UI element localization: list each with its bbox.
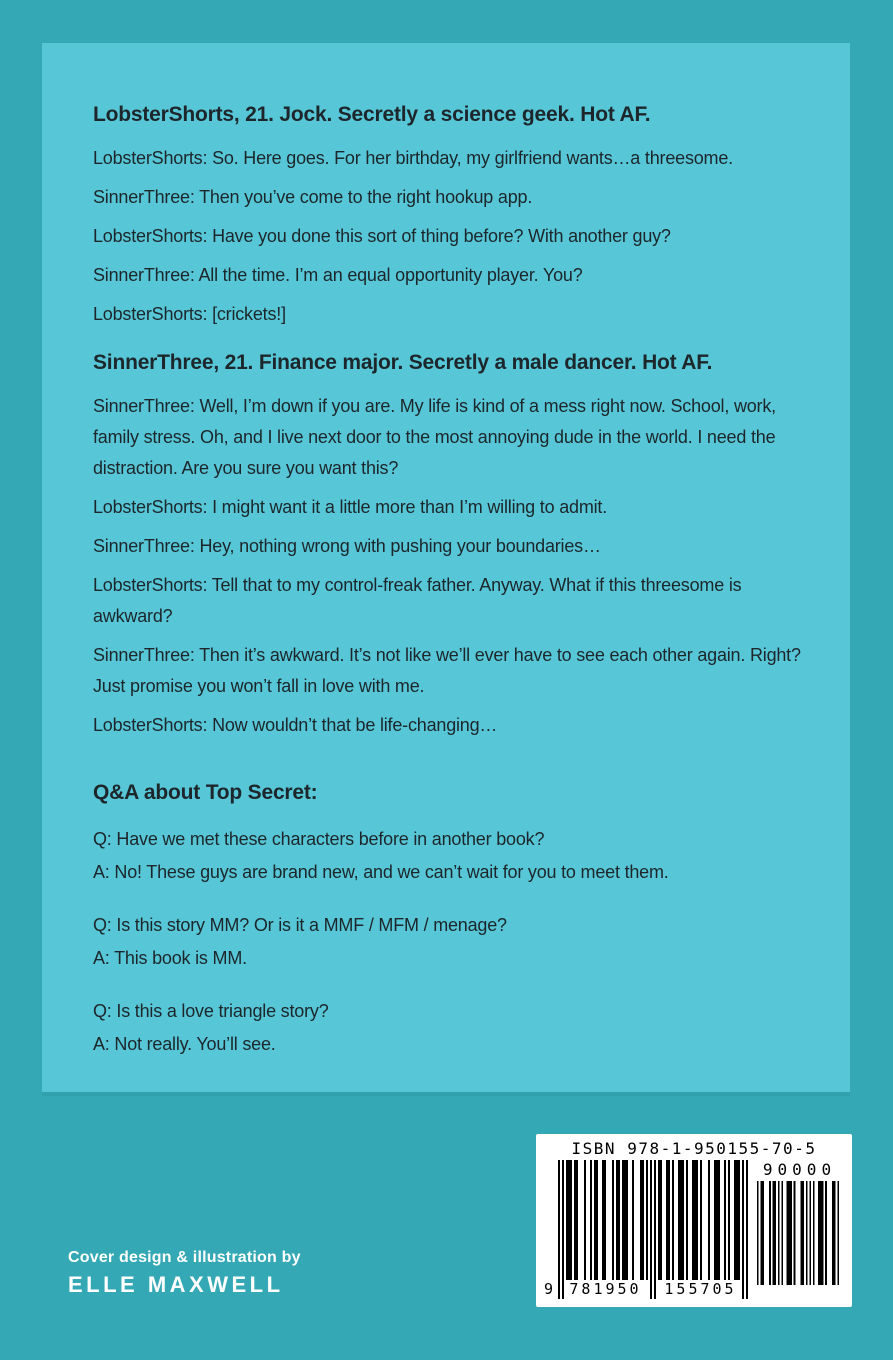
isbn-label: ISBN 978-1-950155-70-5 — [571, 1139, 817, 1158]
chat-message: SinnerThree: Then it’s awkward. It’s not like we’ll ever have to see each other again. Right? Just promise you won’t fall in love with me. — [93, 645, 801, 696]
qa-answer: A: No! These guys are brand new, and we can’t wait for you to meet them. — [93, 862, 669, 882]
blurb-panel — [42, 43, 850, 1092]
barcode-block — [536, 1134, 852, 1307]
ean5-bars-image — [755, 1181, 839, 1285]
chat-message: SinnerThree: Hey, nothing wrong with pushing your boundaries… — [93, 536, 601, 556]
qa-answer: A: This book is MM. — [93, 948, 247, 968]
chat-message: LobsterShorts: Have you done this sort of thing before? With another guy? — [93, 226, 671, 246]
chat-message: LobsterShorts: Now wouldn’t that be life-changing… — [93, 715, 498, 735]
blurb-sections — [93, 101, 802, 1061]
credit-role-text: Cover design & illustration by — [68, 1249, 301, 1266]
chat-message: SinnerThree: Well, I’m down if you are. My life is kind of a mess right now. School, work, family stress. Oh, and I live next door to the most annoying dude in the world. I need the distraction. Are you sure you want this? — [93, 396, 776, 478]
qa-question: Q: Have we met these characters before in another book? — [93, 829, 545, 849]
chat-message: SinnerThree: All the time. I’m an equal opportunity player. You? — [93, 265, 583, 285]
ean13-digits — [544, 1280, 748, 1299]
ean13-digit-group: 781950 — [569, 1280, 642, 1298]
qa-answer: A: Not really. You’ll see. — [93, 1034, 276, 1054]
character-profile-section — [93, 101, 802, 330]
chat-message: LobsterShorts: [crickets!] — [93, 304, 286, 324]
profile-heading: SinnerThree, 21. Finance major. Secretly a male dancer. Hot AF. — [93, 351, 713, 374]
qa-section — [93, 779, 802, 1061]
qa-pair — [93, 909, 802, 975]
qa-pair — [93, 995, 802, 1061]
cover-credit — [68, 1246, 301, 1300]
chat-message: SinnerThree: Then you’ve come to the right hookup app. — [93, 187, 533, 207]
ean13-digit-group: 9 — [544, 1280, 554, 1298]
ean13-digit-group: 155705 — [664, 1280, 737, 1298]
qa-heading: Q&A about Top Secret: — [93, 781, 318, 804]
chat-message: LobsterShorts: Tell that to my control-freak father. Anyway. What if this threesome is awkward? — [93, 575, 742, 626]
qa-question: Q: Is this story MM? Or is it a MMF / MFM / menage? — [93, 915, 507, 935]
character-profile-section — [93, 349, 802, 741]
ean5-addon-digits: 90000 — [762, 1160, 837, 1179]
credit-designer-name: ELLE MAXWELL — [68, 1272, 284, 1297]
profile-heading: LobsterShorts, 21. Jock. Secretly a science geek. Hot AF. — [93, 103, 651, 126]
qa-question: Q: Is this a love triangle story? — [93, 1001, 329, 1021]
barcode-bars-row — [544, 1160, 844, 1299]
chat-message: LobsterShorts: So. Here goes. For her birthday, my girlfriend wants…a threesome. — [93, 148, 733, 168]
chat-message: LobsterShorts: I might want it a little more than I’m willing to admit. — [93, 497, 608, 517]
qa-pair — [93, 823, 802, 889]
ean13-barcode — [544, 1160, 748, 1299]
ean5-addon-barcode — [755, 1160, 839, 1285]
ean13-bars-image — [558, 1160, 748, 1299]
